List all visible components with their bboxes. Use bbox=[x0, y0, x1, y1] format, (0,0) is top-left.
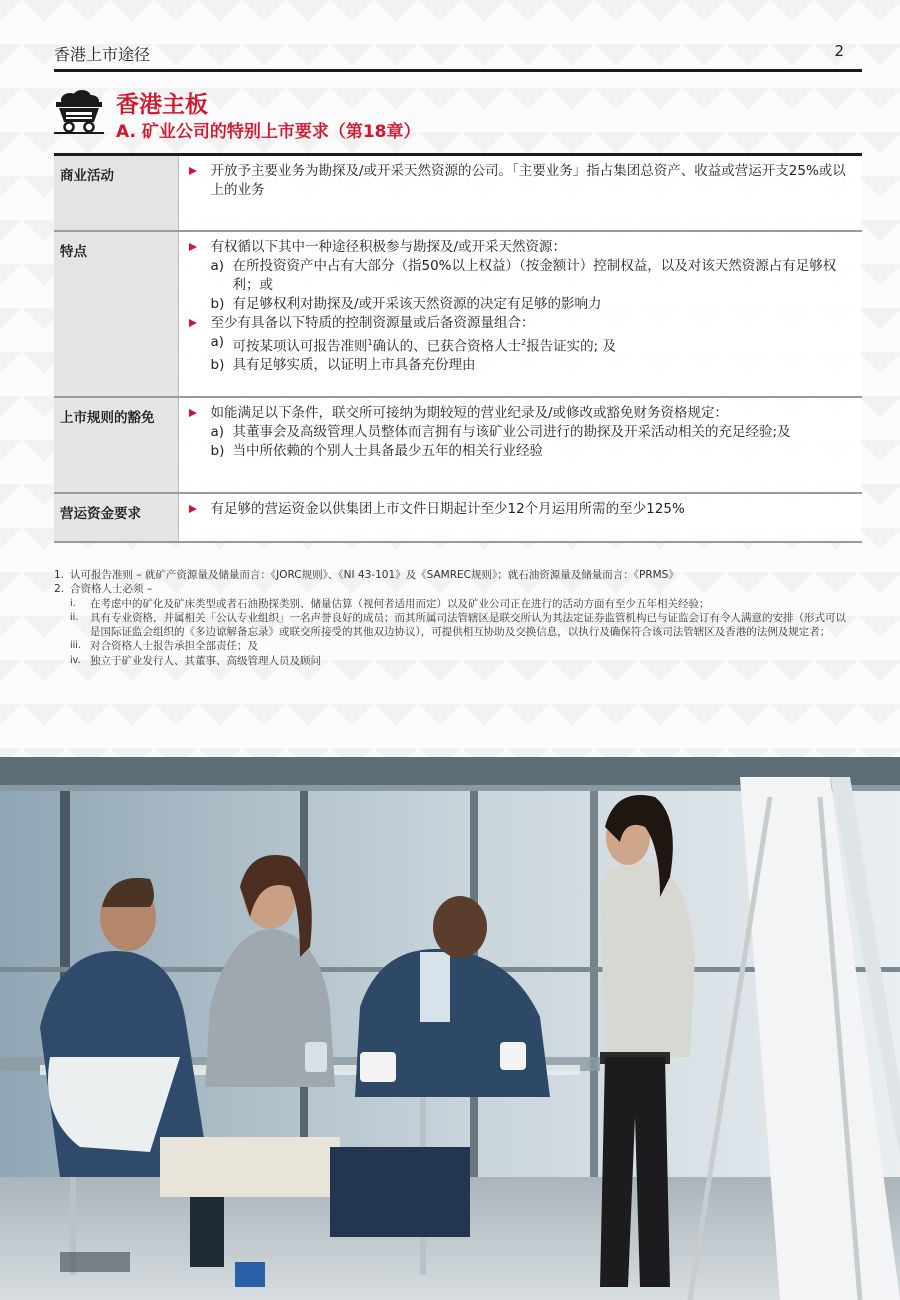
bullet-item: 开放予主要业务为勘探及/或开采天然资源的公司。「主要业务」指占集团总资产、收益或营运开支25%或以上的业务 bbox=[187, 162, 851, 200]
footnote-item bbox=[54, 568, 854, 582]
footnote-text: 具有专业资格，并属相关「公认专业组织」一名声誉良好的成员；而其所属司法管辖区是联交所认为其法定证券监管机构已与证监会订有令人满意的安排（形式可以是国际证监会组织的《多边谅解备忘录》或联交所接受的其他双边协议），可提供相互协助及交换信息，以执行及确保符合该司法管辖区及香港的法例及规定者； bbox=[90, 611, 846, 639]
sub-item-text: 其董事会及高级管理人员整体而言拥有与该矿业公司进行的勘探及开采活动相关的充足经验;及 bbox=[232, 423, 791, 440]
sub-item bbox=[187, 356, 851, 375]
meeting-photo bbox=[0, 757, 900, 1300]
row-content bbox=[178, 493, 862, 542]
running-header bbox=[54, 40, 862, 72]
sub-item-mark: a) bbox=[210, 257, 225, 274]
footnote-ref: 1 bbox=[367, 337, 373, 347]
sub-item bbox=[187, 442, 851, 461]
footnote-mark: 2. bbox=[54, 583, 65, 596]
sub-item-text: 具有足够实质，以证明上市具备充份理由 bbox=[232, 357, 476, 373]
footnotes bbox=[54, 568, 854, 668]
footnote-text: 认可报告准则 – 就矿产资源量及储量而言：《JORC规则》、《NI 43-101》及《SAMREC规则》；就石油资源量及储量而言：《PRMS》 bbox=[70, 569, 679, 581]
requirements-table bbox=[54, 153, 862, 543]
table-row bbox=[54, 397, 862, 493]
footnote-subitem bbox=[54, 597, 854, 611]
table-row bbox=[54, 231, 862, 397]
sub-item bbox=[187, 295, 851, 314]
sub-item-mark: a) bbox=[210, 423, 225, 440]
mining-cart-icon bbox=[54, 88, 104, 134]
row-content bbox=[178, 231, 862, 397]
row-content bbox=[178, 155, 862, 231]
sub-item-text: 在所投资资产中占有大部分（指50%以上权益）（按金额计）控制权益，以及对该天然资源占有足够权利；或 bbox=[232, 257, 837, 293]
footnote-mark: i. bbox=[70, 597, 76, 609]
sub-item-mark: b) bbox=[210, 442, 225, 459]
table-row bbox=[54, 493, 862, 542]
bullet-item: 至少有具备以下特质的控制资源量或后备资源量组合： bbox=[187, 314, 851, 333]
section-title: 香港主板 bbox=[116, 92, 208, 118]
sub-item-text: 确认的、已获合资格人士 bbox=[372, 338, 522, 354]
running-title: 香港上市途径 bbox=[54, 45, 151, 64]
footnote-text: 独立于矿业发行人、其董事、高级管理人员及顾问 bbox=[90, 654, 321, 667]
sub-item-mark: a) bbox=[210, 333, 225, 350]
sub-item-text: 有足够权利对勘探及/或开采该天然资源的决定有足够的影响力 bbox=[232, 295, 602, 312]
sub-item-text: 可按某项认可报告准则 bbox=[232, 338, 368, 354]
footnote-item bbox=[54, 582, 854, 596]
footnote-subitem bbox=[54, 639, 854, 653]
footnote-mark: 1. bbox=[54, 569, 65, 581]
sub-item bbox=[187, 423, 851, 442]
footnote-mark: ii. bbox=[70, 611, 79, 623]
page-number: 2 bbox=[834, 42, 844, 60]
bullet-item: 如能满足以下条件，联交所可接纳为期较短的营业纪录及/或修改或豁免财务资格规定： bbox=[187, 404, 851, 423]
section-subtitle: A. 矿业公司的特别上市要求（第18章） bbox=[116, 122, 421, 142]
row-content bbox=[178, 397, 862, 493]
sub-item-mark: b) bbox=[210, 295, 225, 312]
row-label-working-capital: 营运资金要求 bbox=[54, 493, 178, 542]
footnote-text: 合资格人士必须 – bbox=[70, 583, 153, 596]
row-label-features: 特点 bbox=[54, 231, 178, 397]
sub-item-text: 当中所依赖的个别人士具备最少五年的相关行业经验 bbox=[232, 442, 543, 459]
sub-item-mark: b) bbox=[210, 357, 225, 373]
footnote-mark: iii. bbox=[70, 640, 81, 652]
sub-item bbox=[187, 333, 851, 357]
footnote-text: 对合资格人士报告承担全部责任；及 bbox=[90, 640, 258, 653]
footnote-subitem bbox=[54, 611, 854, 640]
section-heading bbox=[54, 84, 862, 144]
footnote-ref: 2 bbox=[521, 337, 527, 347]
bullet-item: 有足够的营运资金以供集团上市文件日期起计至少12个月运用所需的至少125% bbox=[187, 500, 851, 519]
bullet-item: 有权循以下其中一种途径积极参与勘探及/或开采天然资源： bbox=[187, 238, 851, 257]
sub-item bbox=[187, 257, 851, 295]
sub-item-text: 报告证实的; 及 bbox=[526, 338, 617, 354]
footnote-mark: iv. bbox=[70, 654, 81, 666]
table-row bbox=[54, 155, 862, 231]
footnote-text: 在考虑中的矿化及矿床类型或者石油勘探类别、储量估算（视何者适用而定）以及矿业公司正在进行的活动方面有至少五年相关经验； bbox=[90, 597, 710, 610]
row-label-rule-waivers: 上市规则的豁免 bbox=[54, 397, 178, 493]
row-label-business-activity: 商业活动 bbox=[54, 155, 178, 231]
footnote-subitem bbox=[54, 654, 854, 668]
